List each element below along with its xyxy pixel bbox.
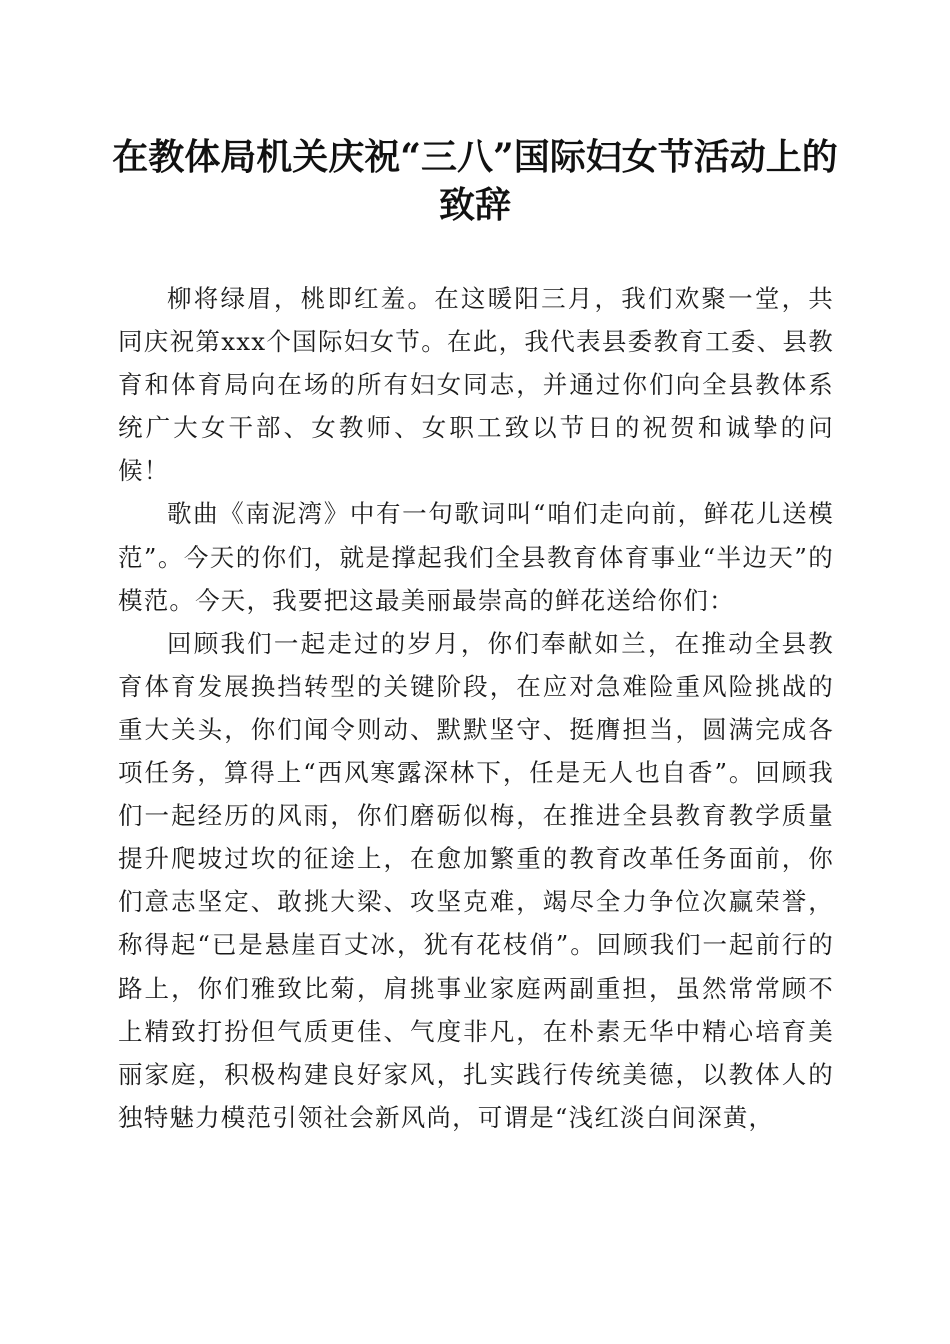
paragraph-greeting: 柳将绿眉，桃即红羞。在这暖阳三月，我们欢聚一堂，共同庆祝第xxx个国际妇女节。在此，我代表县委教育工委、县教育和体育局向在场的所有妇女同志，并通过你们向全县教体系统广大女干部、女教师、女职工致以节日的祝贺和诚挚的问候！ — [118, 284, 834, 486]
document-title: 在教体局机关庆祝“三八”国际妇女节活动上的致辞 — [112, 136, 838, 226]
document-body — [118, 277, 834, 1139]
paragraph-review: 回顾我们一起走过的岁月，你们奉献如兰，在推动全县教育体育发展换挡转型的关键阶段，在应对急难险重风险挑战的重大关头，你们闻令则动、默默坚守、挺膺担当，圆满完成各项任务，算得上“西风寒露深林下，任是无人也自香”。回顾我们一起经历的风雨，你们磨砺似梅，在推进全县教育教学质量提升爬坡过坎的征途上，在愈加繁重的教育改革任务面前，你们意志坚定、敢挑大梁、攻坚克难，竭尽全力争位次赢荣誉，称得起“已是悬崖百丈冰，犹有花枝俏”。回顾我们一起前行的路上，你们雅致比菊，肩挑事业家庭两副重担，虽然常常顾不上精致打扮但气质更佳、气度非凡，在朴素无华中精心培育美丽家庭，积极构建良好家风，扎实践行传统美德，以教体人的独特魅力模范引领社会新风尚，可谓是“浅红淡白间深黄， — [118, 628, 834, 1132]
paragraph-song: 歌曲《南泥湾》中有一句歌词叫“咱们走向前，鲜花儿送模范”。今天的你们，就是撑起我们全县教育体育事业“半边天”的模范。今天，我要把这最美丽最崇高的鲜花送给你们： — [118, 499, 834, 615]
